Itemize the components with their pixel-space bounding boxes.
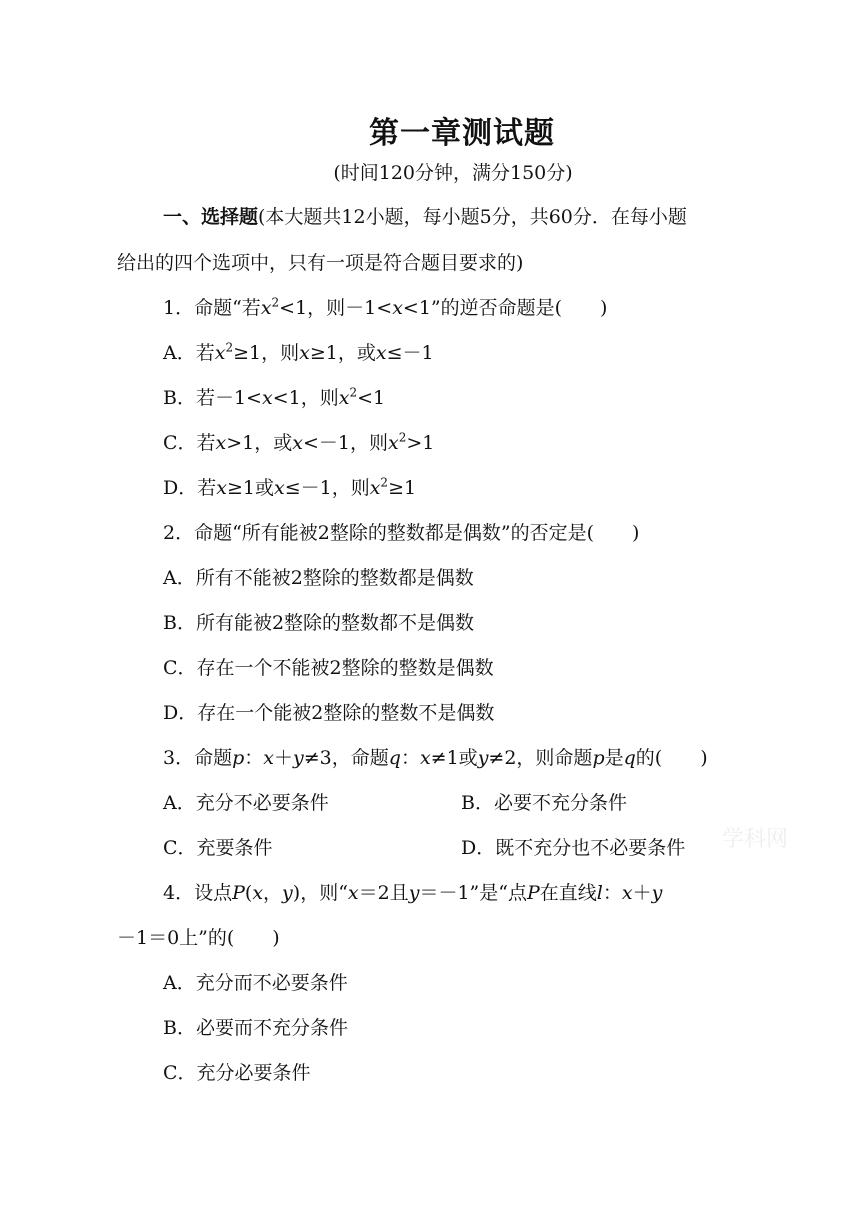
question-3-option-b: B．必要不充分条件 (461, 792, 627, 814)
var: x (299, 342, 310, 364)
watermark: 学科网 (722, 827, 789, 852)
text: B．若－1< (163, 387, 262, 409)
exp: 2 (225, 340, 234, 355)
question-1-option-c (163, 429, 434, 457)
text: ＝－1”是“点 (419, 882, 527, 904)
text: 的( ) (635, 747, 708, 769)
var: x (261, 387, 273, 409)
text: 3．命题 (163, 747, 233, 769)
page-subtitle: (时间120分钟，满分150分) (333, 162, 573, 184)
var: l (596, 882, 603, 904)
text: <1 (357, 387, 386, 409)
question-4-stem-line-2: －1＝0上”的( ) (117, 927, 280, 949)
var: x (388, 432, 399, 454)
question-3-option-c: C．充要条件 (163, 837, 273, 859)
text: C．若 (163, 432, 216, 454)
text: ≠1或 (430, 747, 478, 769)
section-desc-line-2: 给出的四个选项中，只有一项是符合题目要求的) (117, 252, 524, 274)
section-desc: (本大题共12小题，每小题5分，共60分．在每小题 (258, 206, 687, 228)
text: ≠2，则命题 (488, 747, 593, 769)
exp: 2 (349, 385, 358, 400)
exp: 2 (271, 295, 280, 310)
question-3-option-a: A．充分不必要条件 (163, 792, 329, 814)
question-2-option-c: C．存在一个不能被2整除的整数是偶数 (163, 657, 494, 679)
var: p (592, 747, 605, 769)
section-heading (163, 203, 687, 231)
var: x (214, 342, 226, 364)
text: ≤－1，则 (284, 477, 370, 499)
exp: 2 (398, 430, 407, 445)
var: x (419, 747, 431, 769)
var: x (260, 297, 272, 319)
text: ( (244, 882, 253, 904)
question-2-stem: 2．命题“所有能被2整除的整数都是偶数”的否定是( ) (163, 522, 640, 544)
text: ： (400, 747, 420, 769)
question-4-option-c: C．充分必要条件 (163, 1062, 311, 1084)
var: y (477, 747, 489, 769)
var: x (375, 342, 387, 364)
question-2-option-a: A．所有不能被2整除的整数都是偶数 (163, 567, 474, 589)
text: <1，则 (272, 387, 339, 409)
var: x (215, 432, 227, 454)
var: P (526, 882, 540, 904)
text: >1，或 (226, 432, 293, 454)
text: >1 (406, 432, 435, 454)
question-1-option-d (163, 474, 416, 502)
text: A．若 (163, 342, 215, 364)
var: y (651, 882, 663, 904)
text: D．若 (163, 477, 217, 499)
text: )，则“ (292, 882, 348, 904)
var: x (338, 387, 350, 409)
var: p (232, 747, 245, 769)
var: P (232, 882, 245, 904)
var: x (347, 882, 359, 904)
var: y (408, 882, 420, 904)
exp: 2 (380, 475, 389, 490)
question-4-option-a: A．充分而不必要条件 (163, 972, 348, 994)
text: 1．命题“若 (163, 297, 261, 319)
var: x (292, 432, 303, 454)
var: y (282, 882, 293, 904)
page-title: 第一章测试题 (369, 116, 555, 151)
text: ≥1或 (226, 477, 274, 499)
section-head: 一、选择题 (163, 206, 259, 228)
question-4-stem-line-1 (163, 879, 662, 907)
text: ＋ (632, 882, 652, 904)
text: ＝2且 (358, 882, 409, 904)
text: ： (602, 882, 622, 904)
question-1-option-a (163, 339, 434, 367)
question-3-option-d: D．既不充分也不必要条件 (461, 837, 686, 859)
question-2-option-d: D．存在一个能被2整除的整数不是偶数 (163, 702, 495, 724)
text: <1，则－1< (279, 297, 393, 319)
text: ： (244, 747, 264, 769)
text: <1”的逆否命题是( ) (402, 297, 608, 319)
text: ≠3，命题 (303, 747, 389, 769)
var: x (252, 882, 264, 904)
text: 是 (604, 747, 624, 769)
var: q (623, 747, 636, 769)
question-2-option-b: B．所有能被2整除的整数都不是偶数 (163, 612, 475, 634)
var: x (273, 477, 285, 499)
question-1-option-b (163, 384, 385, 412)
var: x (369, 477, 381, 499)
var: q (388, 747, 401, 769)
text: ≥1 (388, 477, 417, 499)
text: 4．设点 (163, 882, 233, 904)
text: ＋ (274, 747, 294, 769)
var: x (621, 882, 633, 904)
text: ， (263, 882, 283, 904)
var: x (216, 477, 227, 499)
text: ≥1，则 (233, 342, 300, 364)
text: <－1，则 (303, 432, 389, 454)
var: x (263, 747, 274, 769)
var: y (293, 747, 304, 769)
text: ≤－1 (386, 342, 434, 364)
text: ≥1，或 (309, 342, 376, 364)
question-3-stem (163, 744, 708, 772)
question-1-stem (163, 294, 607, 322)
text: 在直线 (539, 882, 597, 904)
var: x (392, 297, 403, 319)
question-4-option-b: B．必要而不充分条件 (163, 1017, 348, 1039)
